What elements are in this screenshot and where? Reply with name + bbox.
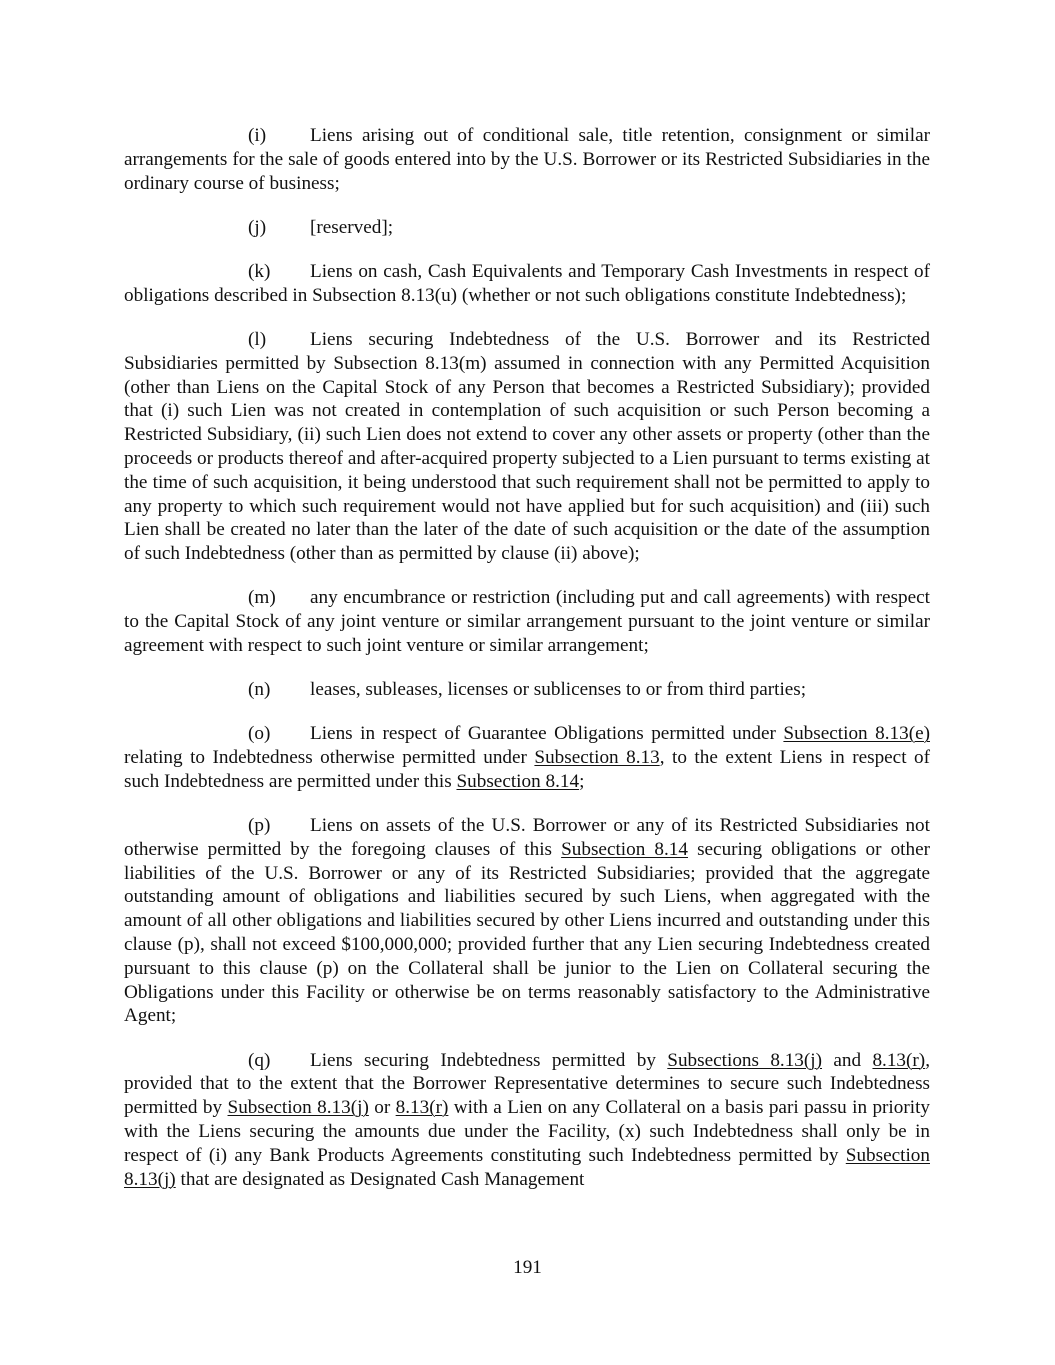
clause-k	[124, 260, 930, 308]
clause-text: Liens securing Indebtedness permitted by	[310, 1049, 668, 1071]
subsection-reference-link[interactable]: 8.13(r)	[872, 1049, 926, 1071]
clause-l	[124, 328, 930, 566]
subsection-reference-link[interactable]: Subsection 8.14	[456, 770, 580, 792]
subsection-reference-link[interactable]: Subsection 8.13	[534, 747, 660, 769]
clause-text: securing obligations or other liabilities of the U.S. Borrower or any of its Restricted Subsidiaries; provided that the aggregate outstanding amount of obligations and liabilities secured by such Liens, when aggregated with the amount of all other obligations and liabilities secured by other Liens incurred and outstanding under this clause (p), shall not exceed $100,000,000; provided further that any Lien securing Indebtedness created pursuant to this clause (p) on the Collateral shall be junior to the Lien on Collateral securing the Obligations under this Facility or otherwise be on terms reasonably satisfactory to the Administrative Agent;	[124, 838, 930, 1027]
clause-label: (p)	[248, 815, 271, 837]
clause-text: that are designated as Designated Cash Management	[175, 1168, 585, 1190]
clause-text: Liens in respect of Guarantee Obligations permitted under	[310, 723, 784, 745]
clause-text: , provided that to the extent that the Borrower Representative determines to secure such Indebtedness permitted by	[124, 1049, 930, 1119]
clause-text: Liens securing Indebtedness of the U.S. Borrower and its Restricted Subsidiaries permitted by Subsection 8.13(m) assumed in connection with any Permitted Acquisition (other than Liens on the Capital Stock of any Person that becomes a Restricted Subsidiary); provided that (i) such Lien was not created in contemplation of such acquisition or such Person becoming a Restricted Subsidiary, (ii) such Lien does not extend to cover any other assets or property (other than the proceeds or products thereof and after-acquired property subjected to a Lien pursuant to terms existing at the time of such acquisition, it being understood that such requirement shall not be permitted to apply to any property to which such requirement would not have applied but for such acquisition) and (iii) such Lien shall be created no later than the later of the date of such acquisition or the date of the assumption of such Indebtedness (other than as permitted by clause (ii) above);	[124, 328, 930, 565]
document-body	[124, 124, 930, 1212]
clause-label: (k)	[248, 260, 271, 282]
clause-text: Liens on cash, Cash Equivalents and Temporary Cash Investments in respect of obligations described in Subsection 8.13(u) (whether or not such obligations constitute Indebtedness);	[124, 260, 930, 306]
clause-p	[124, 814, 930, 1028]
subsection-reference-link[interactable]: Subsection 8.13(j)	[227, 1097, 369, 1119]
clause-o	[124, 722, 930, 793]
clause-label: (l)	[248, 328, 267, 350]
clause-q	[124, 1049, 930, 1192]
subsection-reference-link[interactable]: Subsections 8.13(j)	[667, 1049, 823, 1071]
clause-label: (j)	[248, 216, 267, 238]
clause-text: ;	[579, 770, 585, 792]
clause-text: and	[822, 1049, 873, 1071]
clause-label: (m)	[248, 587, 276, 609]
clause-label: (o)	[248, 723, 271, 745]
clause-text: Liens arising out of conditional sale, title retention, consignment or similar arrangements for the sale of goods entered into by the U.S. Borrower or its Restricted Subsidiaries in the ordinary course of business;	[124, 125, 930, 194]
clause-text: with a Lien on any Collateral on a basis pari passu in priority with the Liens securing the amounts due under the Facility, (x) such Indebtedness shall only be in respect of (i) any Bank Products Agreements constituting such Indebtedness permitted by	[124, 1097, 930, 1166]
clause-text: any encumbrance or restriction (including put and call agreements) with respect to the Capital Stock of any joint venture or similar arrangement pursuant to the joint venture or similar agreement with respect to such joint venture or similar arrangement;	[124, 587, 930, 656]
clause-text: [reserved];	[310, 216, 394, 238]
clause-text: Liens on assets of the U.S. Borrower or any of its Restricted Subsidiaries not otherwise permitted by the foregoing clauses of this	[124, 815, 930, 860]
clause-m	[124, 586, 930, 657]
subsection-reference-link[interactable]: Subsection 8.14	[561, 838, 688, 860]
clause-label: (i)	[248, 125, 267, 146]
page-number: 191	[513, 1257, 542, 1278]
clause-label: (n)	[248, 679, 271, 701]
subsection-reference-link[interactable]: Subsection 8.13(j)	[124, 1144, 930, 1190]
subsection-reference-link[interactable]: Subsection 8.13(e)	[783, 723, 930, 745]
clause-text: relating to Indebtedness otherwise permitted under	[124, 747, 535, 769]
clause-n	[124, 678, 930, 702]
clause-text: leases, subleases, licenses or sublicenses to or from third parties;	[310, 679, 807, 701]
clause-text: , to the extent Liens in respect of such Indebtedness are permitted under this	[124, 747, 930, 792]
clause-j	[124, 216, 930, 240]
clause-i	[124, 124, 930, 195]
clause-label: (q)	[248, 1049, 271, 1071]
subsection-reference-link[interactable]: 8.13(r)	[395, 1097, 449, 1119]
clause-text: or	[368, 1097, 396, 1119]
